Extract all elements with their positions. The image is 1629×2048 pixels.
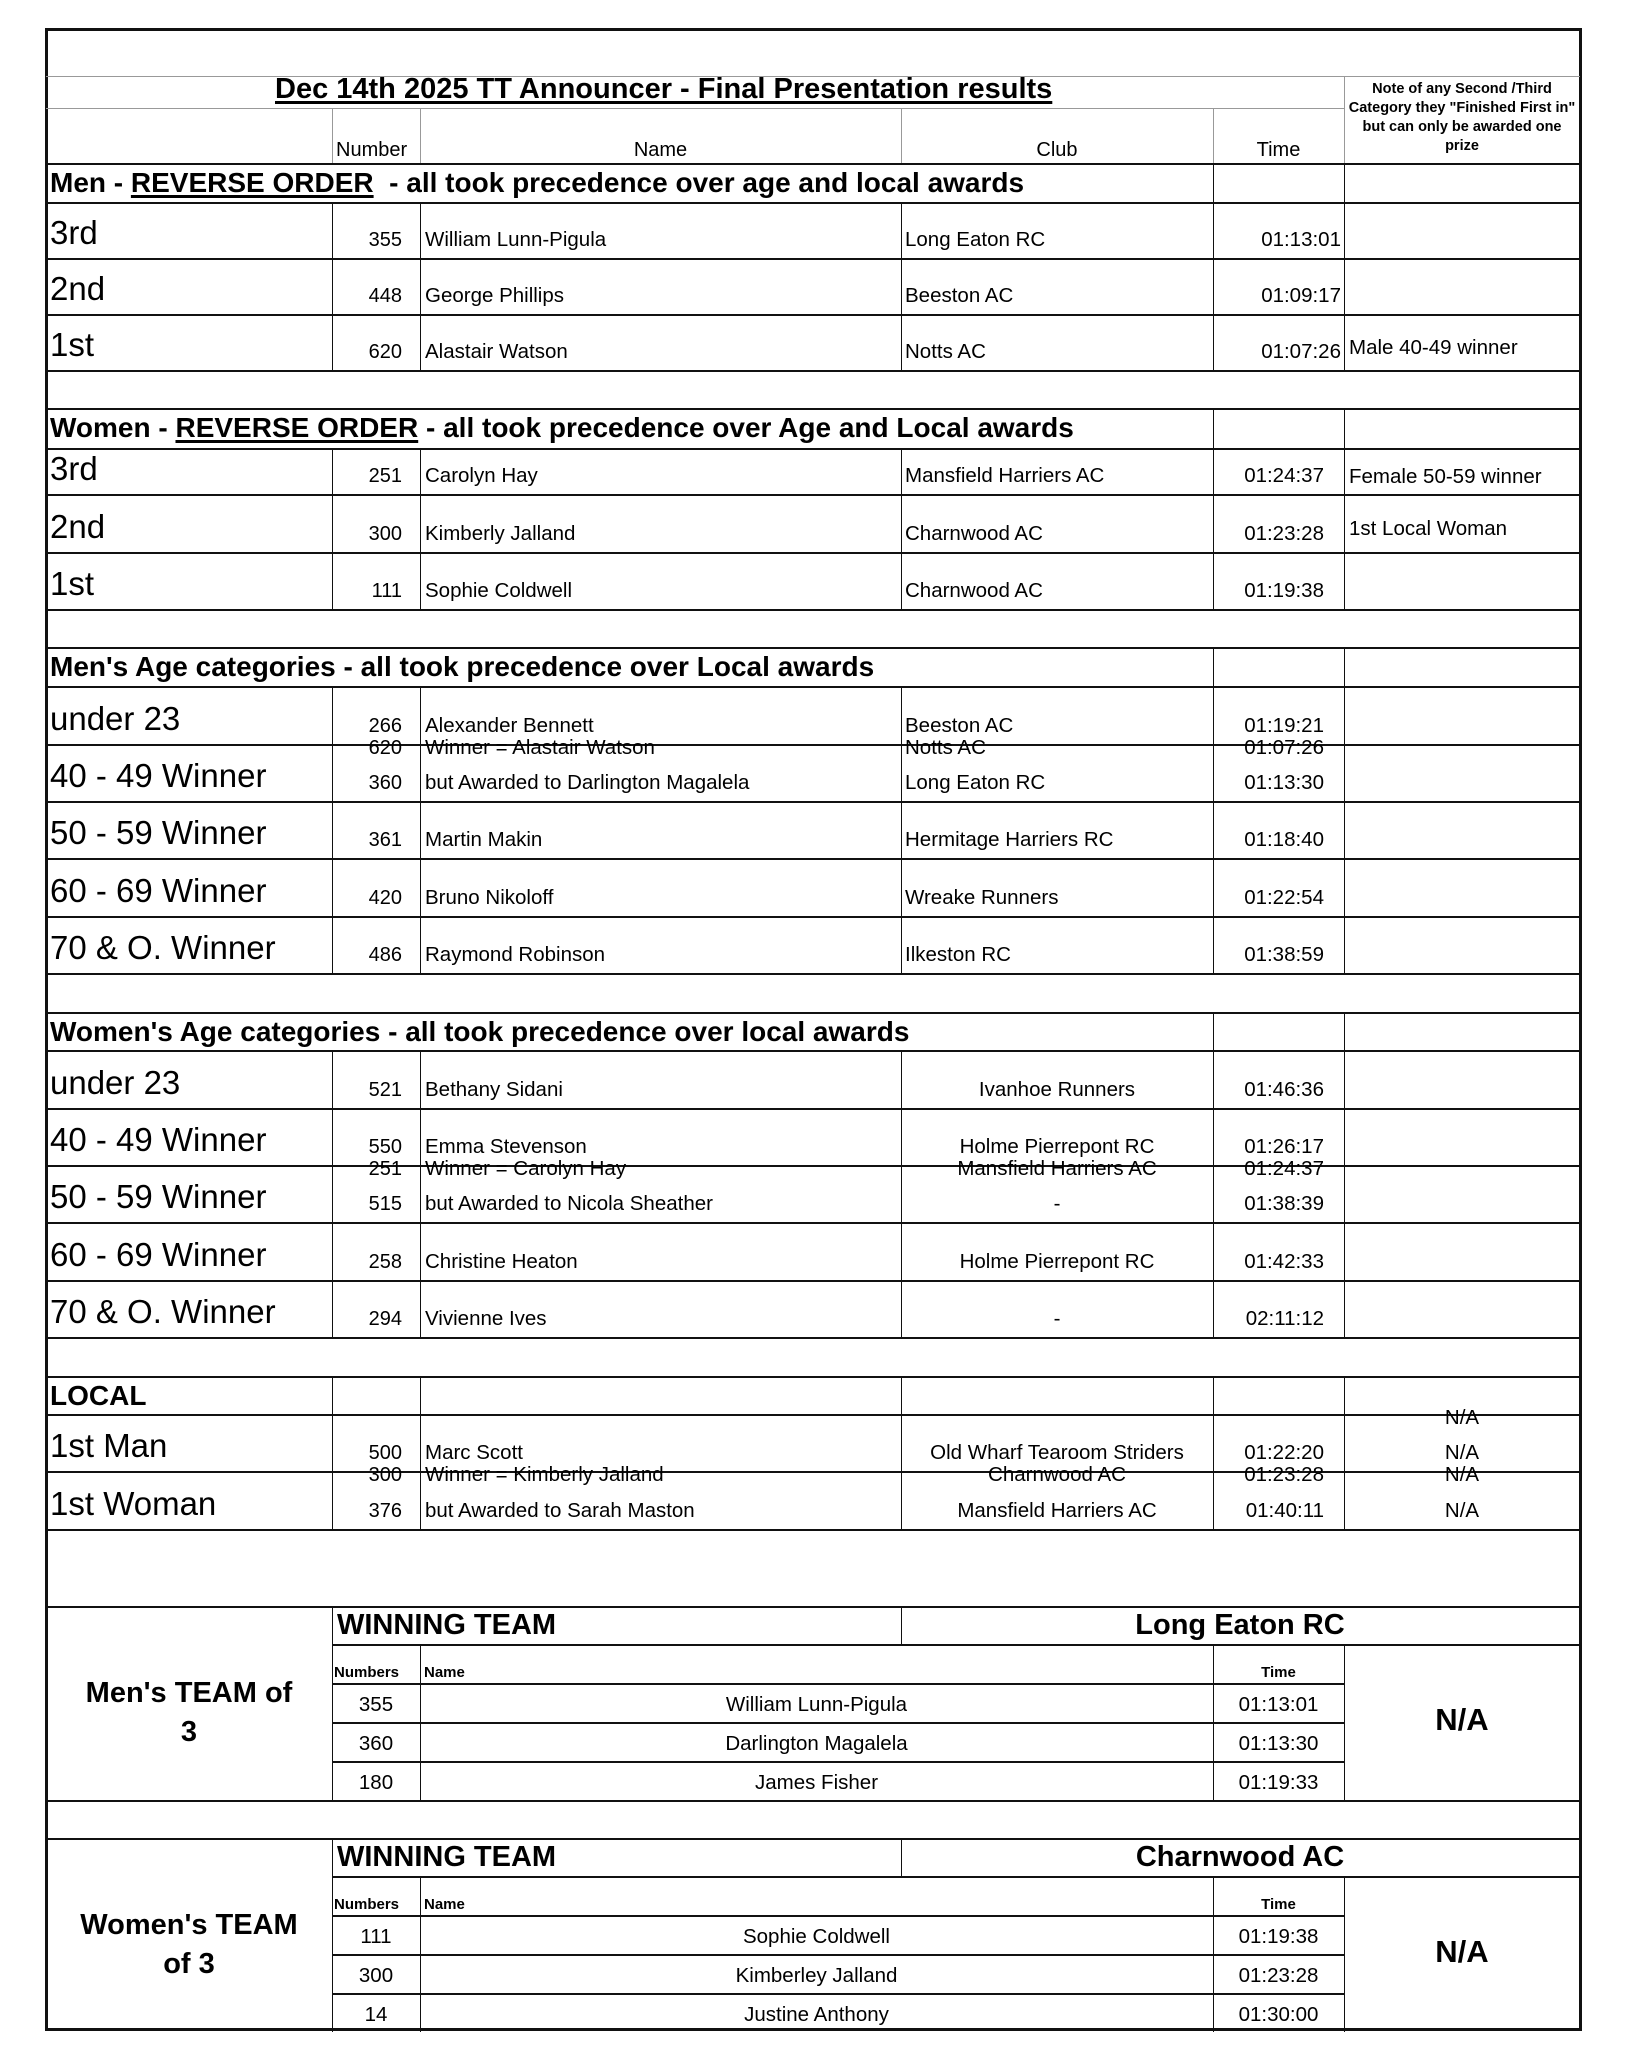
section-heading-prefix: Men - — [50, 167, 131, 198]
athlete-name: Martin Makin — [425, 828, 543, 851]
grid-line-horizontal — [46, 202, 1580, 204]
club-name: Charnwood AC — [905, 579, 1043, 602]
note: 1st Local Woman — [1349, 517, 1508, 540]
club-name: Old Wharf Tearoom Striders — [930, 1441, 1184, 1464]
section-heading-emphasis: REVERSE ORDER — [130, 167, 374, 198]
grid-line-vertical — [901, 686, 902, 744]
club-name: Hermitage Harriers RC — [905, 828, 1114, 851]
grid-line-vertical — [420, 202, 421, 258]
club-name: Notts AC — [905, 340, 986, 363]
section-heading-emphasis: REVERSE ORDER — [175, 412, 419, 443]
grid-line-vertical — [420, 1280, 421, 1337]
finish-time: 02:11:12 — [1245, 1307, 1324, 1330]
grid-line-horizontal — [332, 1761, 1344, 1763]
grid-line-horizontal — [332, 1915, 1344, 1917]
section-heading-prefix: Women - — [50, 412, 176, 443]
athlete-name: Christine Heaton — [425, 1250, 578, 1273]
women_age-heading: Women's Age categories - all took precedence over local awards — [50, 1016, 910, 1047]
grid-line-vertical — [420, 494, 421, 552]
bib-number: 251 — [368, 465, 402, 487]
grid-line-vertical — [901, 1376, 902, 1414]
team-member-name: Sophie Coldwell — [742, 1925, 890, 1948]
bib-number: 486 — [368, 944, 402, 966]
grid-line-vertical — [420, 801, 421, 858]
grid-line-vertical — [1213, 647, 1214, 973]
finish-time: 01:22:20 — [1244, 1441, 1324, 1464]
athlete-name: Carolyn Hay — [425, 464, 538, 487]
athlete-name: Bethany Sidani — [425, 1078, 563, 1101]
grid-line-horizontal — [46, 647, 1580, 649]
grid-line-horizontal — [46, 163, 1580, 165]
awarded-note: N/A — [1444, 1499, 1480, 1522]
finish-time: 01:07:26 — [1261, 340, 1341, 363]
grid-line-vertical — [1344, 408, 1345, 609]
grid-line-horizontal — [46, 314, 1580, 316]
team-member-name: Kimberley Jalland — [735, 1964, 898, 1987]
grid-line-vertical — [420, 448, 421, 494]
bib-number: 448 — [368, 285, 402, 307]
athlete-name: Raymond Robinson — [425, 943, 606, 966]
club-name: Mansfield Harriers AC — [905, 464, 1105, 487]
row-label: 2nd — [50, 508, 106, 545]
bib-number: 420 — [368, 887, 402, 909]
grid-line-horizontal — [46, 408, 1580, 410]
grid-line-vertical — [901, 801, 902, 858]
grid-line-horizontal — [46, 1165, 1580, 1167]
grid-line-vertical — [1344, 76, 1345, 163]
finish-time: 01:46:36 — [1244, 1078, 1324, 1101]
club-name: Notts AC — [905, 736, 986, 759]
finish-time: 01:13:01 — [1261, 228, 1341, 251]
finish-time: 01:09:17 — [1261, 284, 1341, 307]
team-member-time: 01:30:00 — [1238, 2003, 1319, 2026]
grid-line-vertical — [420, 1165, 421, 1222]
time-header: Time — [1261, 1896, 1296, 1913]
team-member-time: 01:23:28 — [1238, 1964, 1319, 1987]
grid-line-vertical — [1213, 408, 1214, 609]
awarded-finish-time: 01:13:30 — [1244, 771, 1324, 794]
grid-line-vertical — [901, 314, 902, 370]
team-member-name: Justine Anthony — [744, 2003, 889, 2026]
finish-time: 01:19:21 — [1244, 714, 1324, 737]
club-name: Long Eaton RC — [905, 228, 1046, 251]
grid-line-vertical — [901, 258, 902, 314]
grid-line-vertical — [420, 858, 421, 916]
athlete-name: Winner = Carolyn Hay — [425, 1157, 627, 1180]
row-label: 1st — [50, 565, 95, 602]
column-header-number: Number — [336, 139, 408, 161]
athlete-name: Emma Stevenson — [425, 1135, 587, 1158]
athlete-name: Bruno Nikoloff — [425, 886, 554, 909]
athlete-name: Vivienne Ives — [425, 1307, 547, 1330]
finish-time: 01:42:33 — [1244, 1250, 1324, 1273]
team-member-number: 14 — [364, 2003, 388, 2026]
note: N/A — [1444, 1441, 1480, 1464]
row-label: 60 - 69 Winner — [50, 1236, 267, 1273]
name-header: Name — [424, 1896, 465, 1913]
column-header-club: Club — [1036, 139, 1078, 161]
row-label: 2nd — [50, 270, 106, 307]
athlete-name: William Lunn-Pigula — [425, 228, 607, 251]
team-member-number: 111 — [360, 1925, 392, 1948]
club-name: Holme Pierrepont RC — [959, 1135, 1155, 1158]
grid-line-horizontal — [46, 1606, 1580, 1608]
grid-line-vertical — [901, 916, 902, 973]
awarded-athlete-name: but Awarded to Nicola Sheather — [425, 1192, 713, 1215]
grid-line-vertical — [420, 1108, 421, 1165]
team-member-time: 01:19:38 — [1238, 1925, 1319, 1948]
page-title: Dec 14th 2025 TT Announcer - Final Presentation results — [275, 73, 1053, 105]
row-label: 60 - 69 Winner — [50, 872, 267, 909]
time-header: Time — [1261, 1664, 1296, 1681]
finish-time: 01:24:37 — [1244, 464, 1324, 487]
bib-number: 251 — [368, 1158, 402, 1180]
column-header-name: Name — [633, 139, 688, 161]
grid-line-vertical — [901, 1838, 902, 1876]
finish-time: 01:38:59 — [1244, 943, 1324, 966]
bib-number: 258 — [368, 1251, 402, 1273]
team-label: Men's TEAM of 3 — [85, 1677, 293, 1749]
team-member-name: Darlington Magalela — [725, 1732, 908, 1755]
grid-line-horizontal — [46, 1012, 1580, 1014]
athlete-name: Alastair Watson — [425, 340, 568, 363]
grid-line-horizontal — [46, 858, 1580, 860]
grid-line-horizontal — [46, 973, 1580, 975]
grid-line-horizontal — [46, 686, 1580, 688]
local-heading: LOCAL — [50, 1380, 147, 1411]
grid-line-vertical — [332, 1376, 333, 1414]
grid-line-vertical — [420, 314, 421, 370]
awarded-bib-number: 376 — [368, 1500, 402, 1522]
club-name: Ilkeston RC — [905, 943, 1011, 966]
winning-team-club: Long Eaton RC — [1135, 1609, 1345, 1641]
grid-line-vertical — [332, 108, 333, 163]
row-label: 1st Woman — [50, 1485, 217, 1522]
club-name: Beeston AC — [905, 714, 1014, 737]
awarded-finish-time: 01:38:39 — [1244, 1192, 1324, 1215]
section-heading-suffix: - all took precedence over age and local awards — [373, 167, 1025, 198]
grid-line-horizontal — [46, 1337, 1580, 1339]
row-label: 1st — [50, 326, 95, 363]
grid-line-horizontal — [46, 744, 1580, 746]
awarded-club-name: Long Eaton RC — [905, 771, 1046, 794]
grid-line-vertical — [1344, 647, 1345, 973]
athlete-name: Kimberly Jalland — [425, 522, 576, 545]
column-header-note: Note of any Second /Third Category they "Finished First in" but can only be awarded one prize — [1348, 81, 1576, 154]
grid-line-horizontal — [46, 448, 1580, 450]
grid-line-horizontal — [332, 1644, 1580, 1646]
grid-line-vertical — [420, 1376, 421, 1414]
row-label: 3rd — [50, 214, 98, 251]
bib-number: 300 — [368, 1464, 402, 1486]
finish-time: 01:23:28 — [1244, 522, 1324, 545]
grid-line-horizontal — [332, 1954, 1344, 1956]
finish-time: 01:24:37 — [1244, 1157, 1324, 1180]
bib-number: 266 — [368, 715, 402, 737]
grid-line-horizontal — [46, 494, 1580, 496]
bib-number: 111 — [371, 580, 402, 602]
athlete-name: George Phillips — [425, 284, 565, 307]
grid-line-horizontal — [332, 1722, 1344, 1724]
team-note: N/A — [1435, 1934, 1489, 1969]
team-member-time: 01:19:33 — [1238, 1771, 1319, 1794]
team-member-time: 01:13:30 — [1238, 1732, 1319, 1755]
grid-line-horizontal — [46, 1108, 1580, 1110]
grid-line-horizontal — [46, 258, 1580, 260]
grid-line-horizontal — [46, 1529, 1580, 1531]
grid-line-vertical — [420, 916, 421, 973]
finish-time: 01:07:26 — [1244, 736, 1324, 759]
row-label: 70 & O. Winner — [50, 929, 276, 966]
bib-number: 521 — [368, 1079, 402, 1101]
grid-line-horizontal — [46, 1800, 1580, 1802]
club-name: Beeston AC — [905, 284, 1014, 307]
grid-line-vertical — [420, 744, 421, 801]
club-name: Mansfield Harriers AC — [957, 1157, 1157, 1180]
awarded-bib-number: 360 — [368, 772, 402, 794]
awarded-finish-time: 01:40:11 — [1245, 1499, 1324, 1522]
grid-line-vertical — [901, 1606, 902, 1644]
grid-line-vertical — [420, 1471, 421, 1529]
grid-line-horizontal — [46, 1280, 1580, 1282]
grid-line-horizontal — [332, 1876, 1580, 1878]
team-member-name: William Lunn-Pigula — [725, 1693, 908, 1716]
section-heading-suffix: - all took precedence over Age and Local awards — [418, 412, 1074, 443]
bib-number: 620 — [368, 341, 402, 363]
finish-time: 01:18:40 — [1244, 828, 1324, 851]
grid-line-horizontal — [332, 1993, 1344, 1995]
grid-line-horizontal — [46, 801, 1580, 803]
men_overall-heading — [50, 169, 1024, 197]
awarded-club-name: Mansfield Harriers AC — [957, 1499, 1157, 1522]
men_age-heading: Men's Age categories - all took precedence over Local awards — [50, 651, 875, 682]
awarded-athlete-name: but Awarded to Sarah Maston — [425, 1499, 695, 1522]
club-name: Charnwood AC — [905, 522, 1043, 545]
grid-line-vertical — [901, 858, 902, 916]
team-member-number: 355 — [358, 1693, 394, 1716]
grid-line-vertical — [420, 1050, 421, 1108]
finish-time: 01:23:28 — [1244, 1463, 1324, 1486]
club-name: Ivanhoe Runners — [978, 1078, 1136, 1101]
bib-number: 500 — [368, 1442, 402, 1464]
winning-team-label: WINNING TEAM — [337, 1609, 557, 1641]
grid-line-horizontal — [46, 108, 1344, 109]
row-label: 40 - 49 Winner — [50, 757, 267, 794]
club-name: - — [1053, 1307, 1061, 1330]
team-member-number: 300 — [358, 1964, 394, 1987]
bib-number: 550 — [368, 1136, 402, 1158]
grid-line-vertical — [1213, 163, 1214, 370]
women_overall-heading — [50, 414, 1074, 442]
team-note: N/A — [1435, 1702, 1489, 1737]
grid-line-vertical — [901, 744, 902, 801]
grid-line-vertical — [420, 258, 421, 314]
winning-team-label: WINNING TEAM — [337, 1841, 557, 1873]
grid-line-horizontal — [46, 1376, 1580, 1378]
winning-team-club: Charnwood AC — [1135, 1841, 1345, 1873]
awarded-athlete-name: but Awarded to Darlington Magalela — [425, 771, 750, 794]
grid-line-horizontal — [46, 1222, 1580, 1224]
grid-line-horizontal — [46, 1838, 1580, 1840]
bib-number: 361 — [368, 829, 402, 851]
note-top: N/A — [1444, 1406, 1480, 1429]
row-label: under 23 — [50, 700, 181, 737]
row-label: under 23 — [50, 1064, 181, 1101]
finish-time: 01:22:54 — [1244, 886, 1324, 909]
grid-line-vertical — [420, 552, 421, 609]
row-label: 40 - 49 Winner — [50, 1121, 267, 1158]
team-member-number: 180 — [358, 1771, 394, 1794]
club-name: Charnwood AC — [988, 1463, 1126, 1486]
club-name: Wreake Runners — [905, 886, 1059, 909]
row-label: 70 & O. Winner — [50, 1293, 276, 1330]
row-label: 50 - 59 Winner — [50, 814, 267, 851]
bib-number: 300 — [368, 523, 402, 545]
grid-line-vertical — [901, 494, 902, 552]
numbers-header: Numbers — [334, 1664, 400, 1681]
grid-line-vertical — [1344, 1012, 1345, 1337]
grid-line-horizontal — [46, 370, 1580, 372]
club-name: Holme Pierrepont RC — [959, 1250, 1155, 1273]
grid-line-horizontal — [46, 609, 1580, 611]
row-label: 50 - 59 Winner — [50, 1178, 267, 1215]
grid-line-horizontal — [46, 916, 1580, 918]
grid-line-vertical — [420, 1414, 421, 1471]
grid-line-vertical — [901, 552, 902, 609]
grid-line-vertical — [901, 202, 902, 258]
numbers-header: Numbers — [334, 1896, 400, 1913]
name-header: Name — [424, 1664, 465, 1681]
grid-line-horizontal — [46, 1050, 1580, 1052]
team-label: Women's TEAM of 3 — [80, 1909, 298, 1981]
grid-line-horizontal — [46, 552, 1580, 554]
column-header-time: Time — [1256, 139, 1301, 161]
team-member-number: 360 — [358, 1732, 394, 1755]
bib-number: 355 — [368, 229, 402, 251]
grid-line-vertical — [901, 448, 902, 494]
row-label: 1st Man — [50, 1427, 168, 1464]
grid-line-horizontal — [332, 1683, 1344, 1685]
athlete-name: Winner = Alastair Watson — [425, 736, 655, 759]
awarded-club-name: - — [1053, 1192, 1061, 1215]
note: Female 50-59 winner — [1349, 465, 1542, 488]
grid-line-vertical — [1344, 163, 1345, 370]
note: Male 40-49 winner — [1349, 336, 1518, 359]
finish-time: 01:26:17 — [1244, 1135, 1324, 1158]
bib-number: 294 — [368, 1308, 402, 1330]
awarded-bib-number: 515 — [368, 1193, 402, 1215]
finish-time: 01:19:38 — [1244, 579, 1324, 602]
row-label: 3rd — [50, 450, 98, 487]
athlete-name: Winner = Kimberly Jalland — [425, 1463, 664, 1486]
athlete-name: Alexander Bennett — [425, 714, 594, 737]
team-member-name: James Fisher — [754, 1771, 879, 1794]
grid-line-vertical — [420, 686, 421, 744]
note: N/A — [1444, 1463, 1480, 1486]
grid-line-vertical — [420, 1222, 421, 1280]
athlete-name: Sophie Coldwell — [425, 579, 573, 602]
bib-number: 620 — [368, 737, 402, 759]
athlete-name: Marc Scott — [425, 1441, 523, 1464]
team-member-time: 01:13:01 — [1238, 1693, 1319, 1716]
